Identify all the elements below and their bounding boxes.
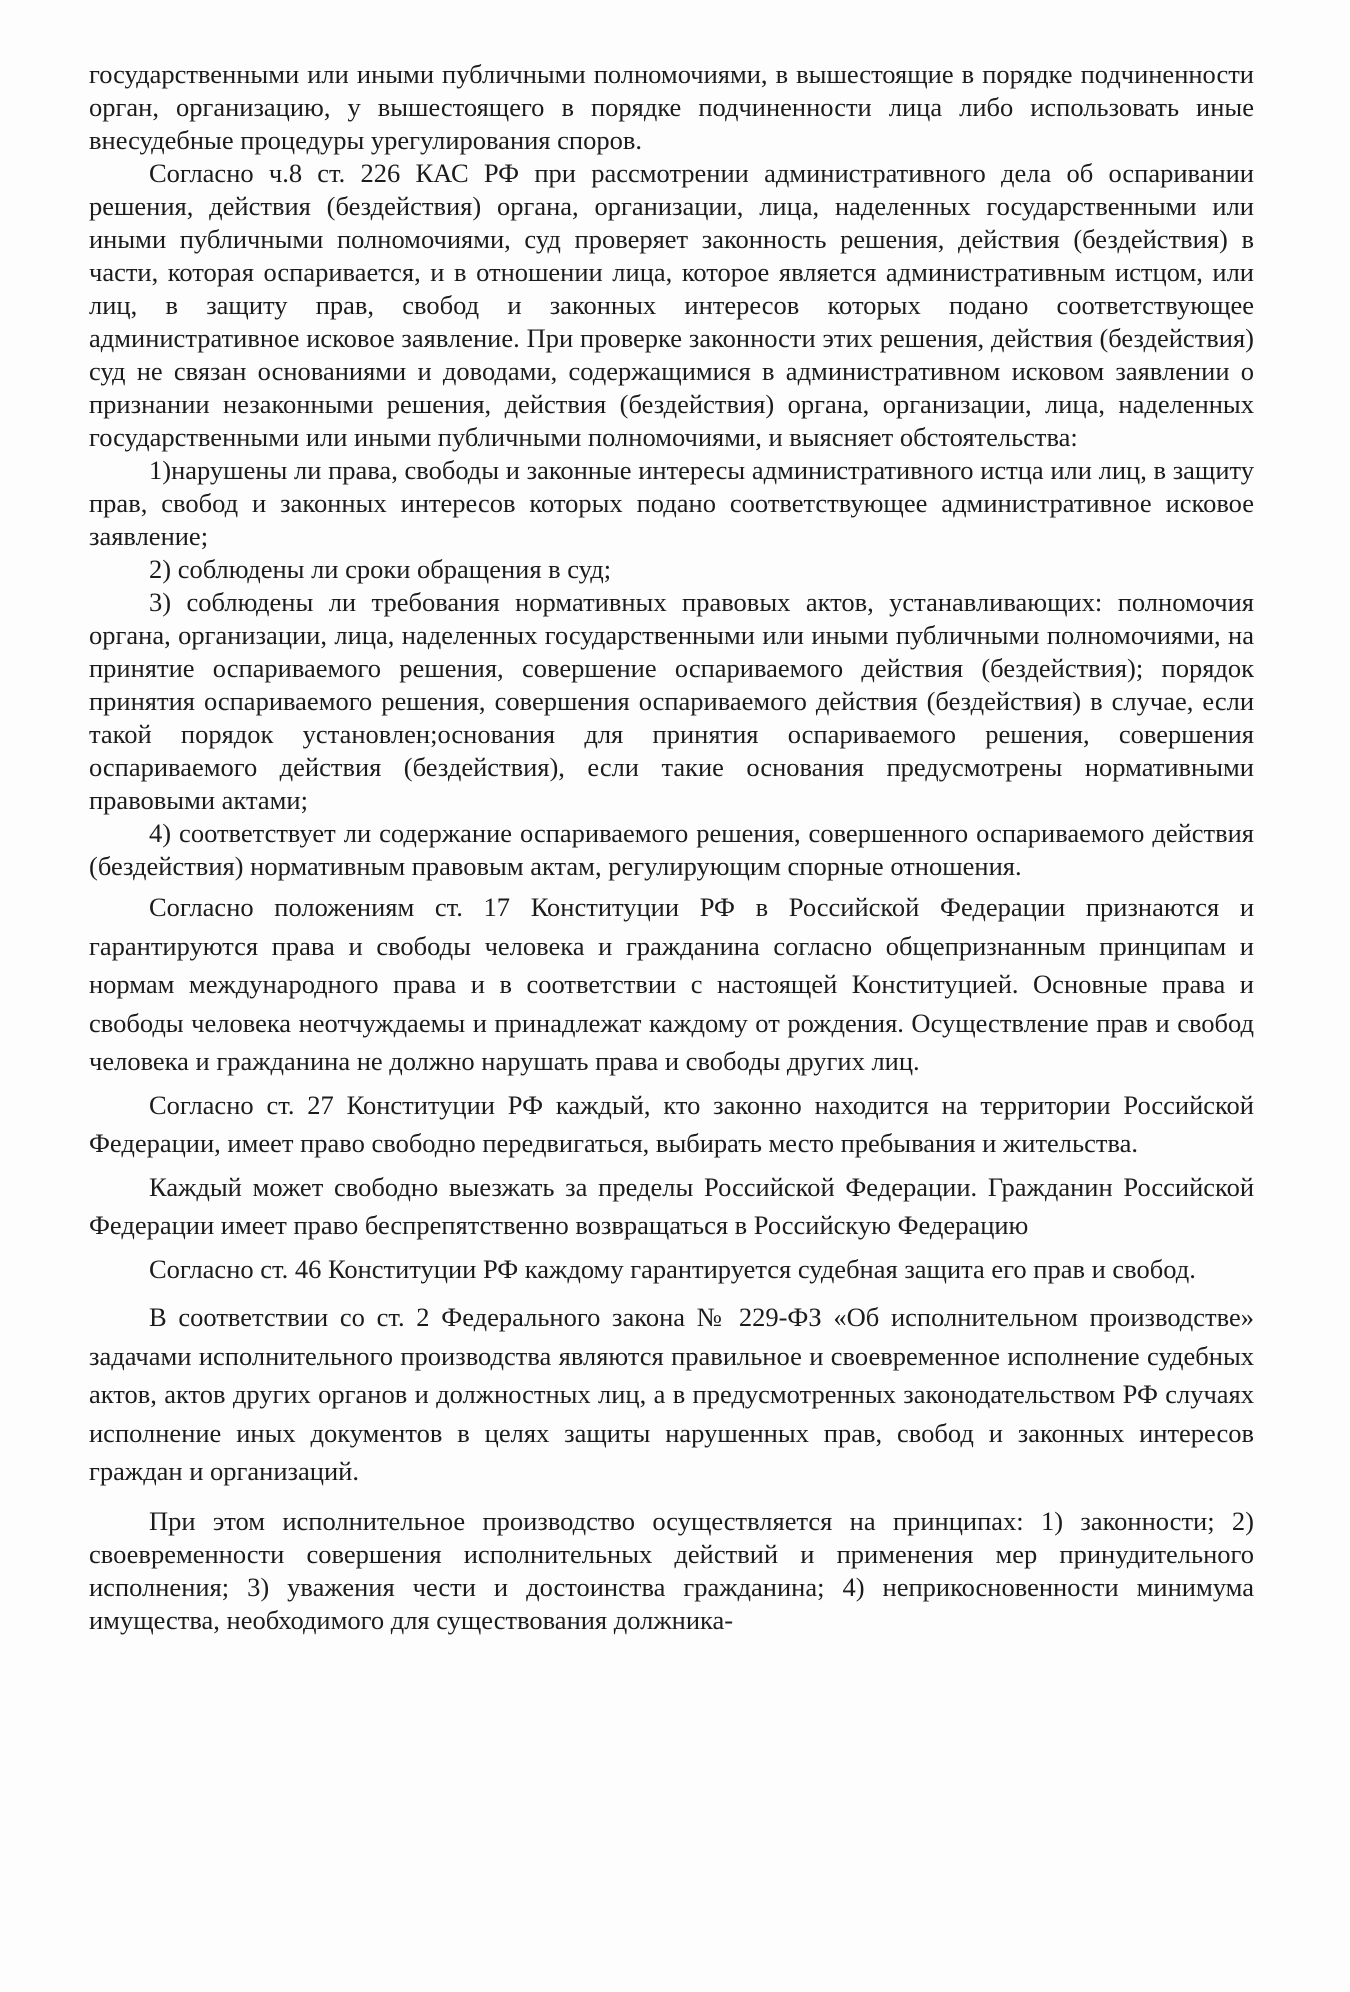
paragraph-constitution-46: Согласно ст. 46 Конституции РФ каждому гарантируется судебная защита его прав и свобод. <box>149 1253 1196 1284</box>
list-item-3: 3) соблюдены ли требования нормативных правовых актов, устанавливающих: полномочия органа, организации, лица, наделенных государственными или иными публичными полномочиями, на принятие оспариваемого решения, совершение оспариваемого действия (бездействия); порядок принятия оспариваемого решения, совершения оспариваемого действия (бездействия) в случае, если такой порядок установлен;основания для принятия оспариваемого решения, совершения оспариваемого действия (бездействия), если такие основания предусмотрены нормативными правовыми актами; <box>89 587 1254 815</box>
paragraph-fz-229: В соответствии со ст. 2 Федерального закона № 229-ФЗ «Об исполнительном производстве» задачами исполнительного производства являются правильное и своевременное исполнение судебных актов, актов других органов и должностных лиц, а в предусмотренных законодательством РФ случаях исполнение иных документов в целях защиты нарушенных прав, свобод и законных интересов граждан и организаций. <box>89 1302 1254 1486</box>
paragraph-exit-right: Каждый может свободно выезжать за пределы Российской Федерации. Гражданин Российской Федерации имеет право беспрепятственно возвращаться в Российскую Федерацию <box>89 1171 1254 1240</box>
list-item-1: 1)нарушены ли права, свободы и законные интересы административного истца или лиц, в защиту прав, свобод и законных интересов которых подано соответствующее административное исковое заявление; <box>89 455 1254 551</box>
list-item-2: 2) соблюдены ли сроки обращения в суд; <box>149 554 612 584</box>
paragraph-principles: При этом исполнительное производство осуществляется на принципах: 1) законности; 2) своевременности совершения исполнительных действий и применения мер принудительного исполнения; 3) уважения чести и достоинства гражданина; 4) неприкосновенности минимума имущества, необходимого для существования должника- <box>89 1505 1254 1635</box>
paragraph-constitution-27: Согласно ст. 27 Конституции РФ каждый, кто законно находится на территории Российской Федерации, имеет право свободно передвигаться, выбирать место пребывания и жительства. <box>89 1089 1254 1158</box>
list-item-4: 4) соответствует ли содержание оспариваемого решения, совершенного оспариваемого действия (бездействия) нормативным правовым актам, регулирующим спорные отношения. <box>89 818 1254 881</box>
paragraph-continuation: государственными или иными публичными полномочиями, в вышестоящие в порядке подчиненности орган, организацию, у вышестоящего в порядке подчиненности лица либо использовать иные внесудебные процедуры урегулирования споров. <box>89 59 1254 155</box>
paragraph-constitution-17: Согласно положениям ст. 17 Конституции РФ в Российской Федерации признаются и гарантируются права и свободы человека и гражданина согласно общепризнанным принципам и нормам международного права и в соответствии с настоящей Конституцией. Основные права и свободы человека неотчуждаемы и принадлежат каждому от рождения. Осуществление прав и свобод человека и гражданина не должно нарушать права и свободы других лиц. <box>89 892 1254 1076</box>
document-body <box>89 58 1254 1637</box>
paragraph-kas-226: Согласно ч.8 ст. 226 КАС РФ при рассмотрении административного дела об оспаривании решения, действия (бездействия) органа, организации, лица, наделенных государственными или иными публичными полномочиями, суд проверяет законность решения, действия (бездействия) в части, которая оспаривается, и в отношении лица, которое является административным истцом, или лиц, в защиту прав, свобод и законных интересов которых подано соответствующее административное исковое заявление. При проверке законности этих решения, действия (бездействия) суд не связан основаниями и доводами, содержащимися в административном исковом заявлении о признании незаконными решения, действия (бездействия) органа, организации, лица, наделенных государственными или иными публичными полномочиями, и выясняет обстоятельства: <box>89 158 1254 452</box>
